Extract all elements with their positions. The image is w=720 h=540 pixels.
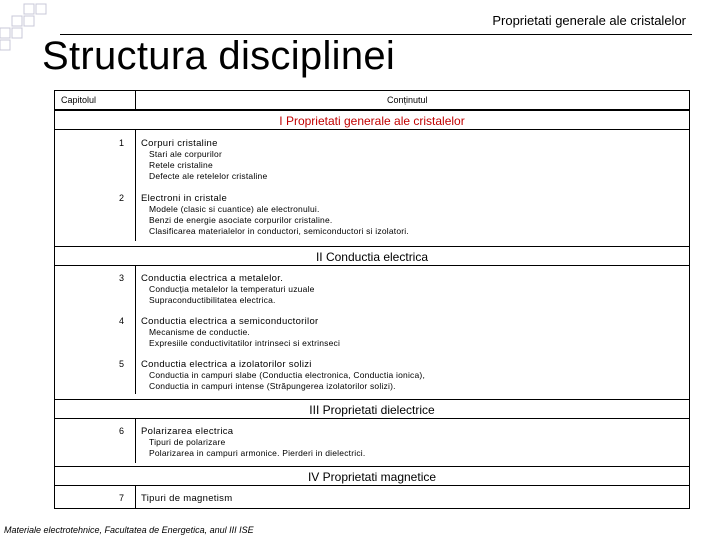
content-item: Defecte ale retelelor cristaline xyxy=(149,171,268,181)
chapter-topic: Conductia electrica a izolatorilor solizi xyxy=(141,359,312,370)
content-item: Clasificarea materialelor in conductori, semiconductori si izolatori. xyxy=(149,226,409,236)
section-title-2: II Conductia electrica xyxy=(55,246,689,266)
chapter-topic: Electroni in cristale xyxy=(141,193,228,204)
content-item: Retele cristaline xyxy=(149,160,213,170)
content-item: Tipuri de polarizare xyxy=(149,437,226,447)
content-item: Conductia in campuri intense (Străpungerea izolatorilor solizi). xyxy=(149,381,396,391)
table-row xyxy=(55,273,689,311)
content-item: Mecanisme de conductie. xyxy=(149,327,250,337)
chapter-number: 1 xyxy=(119,138,125,148)
content-item: Stari ale corpurilor xyxy=(149,149,222,159)
table-row xyxy=(55,493,689,507)
col-content-header: Conținutul xyxy=(387,95,428,105)
chapter-topic: Conductia electrica a semiconductorilor xyxy=(141,316,319,327)
section-title-3: III Proprietati dielectrice xyxy=(55,399,689,419)
chapter-number: 2 xyxy=(119,193,125,203)
chapter-number: 3 xyxy=(119,273,125,283)
content-item: Benzi de energie asociate corpurilor cristaline. xyxy=(149,215,333,225)
chapter-number: 5 xyxy=(119,359,125,369)
chapter-number: 7 xyxy=(119,493,125,503)
footer-text: Materiale electrotehnice, Facultatea de Energetica, anul III ISE xyxy=(4,525,254,535)
table-row xyxy=(55,426,689,464)
table-row xyxy=(55,316,689,354)
content-item: Modele (clasic si cuantice) ale electronului. xyxy=(149,204,320,214)
col-chapter-header: Capitolul xyxy=(61,95,97,105)
section-title-4: IV Proprietati magnetice xyxy=(55,466,689,486)
chapter-topic: Conductia electrica a metalelor. xyxy=(141,273,284,284)
chapter-topic: Polarizarea electrica xyxy=(141,426,234,437)
chapter-topic: Corpuri cristaline xyxy=(141,138,218,149)
content-item: Conducția metalelor la temperaturi uzuale xyxy=(149,284,315,294)
chapter-number: 6 xyxy=(119,426,125,436)
content-item: Polarizarea in campuri armonice. Pierderi in dielectrici. xyxy=(149,448,366,458)
section-title-1: I Proprietati generale ale cristalelor xyxy=(55,110,689,130)
content-item: Conductia in campuri slabe (Conductia electronica, Conductia ionica), xyxy=(149,370,426,380)
header-title: Proprietati generale ale cristalelor xyxy=(492,13,686,28)
table-header xyxy=(55,91,689,110)
content-item: Supraconductibilitatea electrica. xyxy=(149,295,276,305)
content-item: Expresiile conductivitatilor intrinseci si extrinseci xyxy=(149,338,341,348)
table-row xyxy=(55,193,689,241)
chapter-number: 4 xyxy=(119,316,125,326)
page-title: Structura disciplinei xyxy=(42,34,396,78)
table-row xyxy=(55,138,689,186)
structure-table xyxy=(54,90,690,509)
chapter-topic: Tipuri de magnetism xyxy=(141,493,233,504)
table-row xyxy=(55,359,689,397)
